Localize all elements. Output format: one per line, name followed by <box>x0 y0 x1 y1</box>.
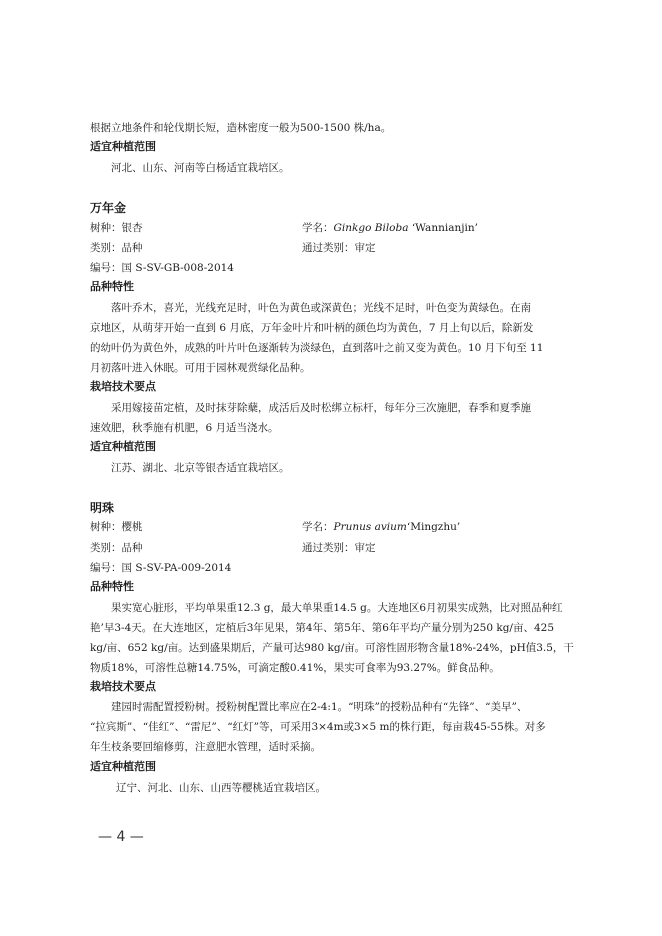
category-label: 类别：品种 <box>90 242 143 254</box>
species-label: 树种：樱桃 <box>90 521 143 533</box>
scientific-name: 学名：Ginkgo Biloba ‘Wannianjin’ <box>302 222 478 234</box>
intro-range-heading: 适宜种植范围 <box>90 140 156 153</box>
tech-line: “拉宾斯”、“佳红”、“雷尼”、“红灯”等，可采用3×4m或3×5 m的株行距，每亩栽45-55株。对多 <box>90 721 546 733</box>
tech-heading: 栽培技术要点 <box>90 380 156 393</box>
variety-title: 明珠 <box>90 501 115 515</box>
range-text: 江苏、湖北、北京等银杏适宜栽培区。 <box>111 462 290 474</box>
species-label: 树种：银杏 <box>90 222 143 234</box>
scientific-name: 学名：Prunus avium‘Mingzhu’ <box>302 521 461 533</box>
range-heading: 适宜种植范围 <box>90 760 156 773</box>
page-number: — 4 — <box>98 829 144 845</box>
range-heading: 适宜种植范围 <box>90 440 156 453</box>
range-text: 辽宁、河北、山东、山西等樱桃适宜栽培区。 <box>116 782 326 794</box>
intro-line: 根据立地条件和轮伐期长短，造林密度一般为500-1500 株/ha。 <box>90 122 392 134</box>
traits-line: 落叶乔木，喜光，光线充足时，叶色为黄色或深黄色；光线不足时，叶色变为黄绿色。在南 <box>111 302 531 314</box>
traits-line: 京地区，从萌芽开始一直到 6 月底，万年金叶片和叶柄的颜色均为黄色，7 月上旬以后，除新发 <box>90 322 534 334</box>
traits-heading: 品种特性 <box>90 280 134 293</box>
tech-heading: 栽培技术要点 <box>90 680 156 693</box>
tech-line: 建园时需配置授粉树。授粉树配置比率应在2-4:1。“明珠”的授粉品种有“先锋”、“美早”、 <box>111 701 528 713</box>
intro-range-text: 河北、山东、河南等白杨适宜栽培区。 <box>111 162 290 174</box>
tech-line: 年生枝条要回缩修剪，注意肥水管理，适时采摘。 <box>90 741 321 753</box>
tech-line: 采用嫁接苗定植，及时抹芽除蘖，成活后及时松绑立标杆，每年分三次施肥，春季和夏季施 <box>111 402 531 414</box>
traits-line: 的幼叶仍为黄色外，成熟的叶片叶色逐渐转为淡绿色，直到落叶之前又变为黄色。10 月下旬至 11 <box>90 342 544 354</box>
approval-label: 通过类别：审定 <box>302 542 376 554</box>
traits-heading: 品种特性 <box>90 580 134 593</box>
category-label: 类别：品种 <box>90 542 143 554</box>
tech-line: 速效肥，秋季施有机肥，6 月适当浇水。 <box>90 422 279 434</box>
traits-line: kg/亩、652 kg/亩。达到盛果期后，产量可达980 kg/亩。可溶性固形物含量18%-24%，pH值3.5，干 <box>90 642 574 654</box>
code-label: 编号：国 S-SV-PA-009-2014 <box>90 562 232 574</box>
approval-label: 通过类别：审定 <box>302 242 376 254</box>
traits-line: 果实宽心脏形，平均单果重12.3 g，最大单果重14.5 g。大连地区6月初果实成熟，比对照品种红 <box>111 602 563 614</box>
traits-line: 物质18%，可溶性总糖14.75%，可滴定酸0.41%，果实可食率为93.27%。鲜食品种。 <box>90 662 500 674</box>
traits-line: 月初落叶进入休眠。可用于园林观赏绿化品种。 <box>90 362 311 374</box>
traits-line: 艳’早3-4天。在大连地区，定植后3年见果，第4年、第5年、第6年平均产量分别为250 kg/亩、425 <box>90 622 555 634</box>
variety-title: 万年金 <box>90 201 127 215</box>
code-label: 编号：国 S-SV-GB-008-2014 <box>90 262 234 274</box>
